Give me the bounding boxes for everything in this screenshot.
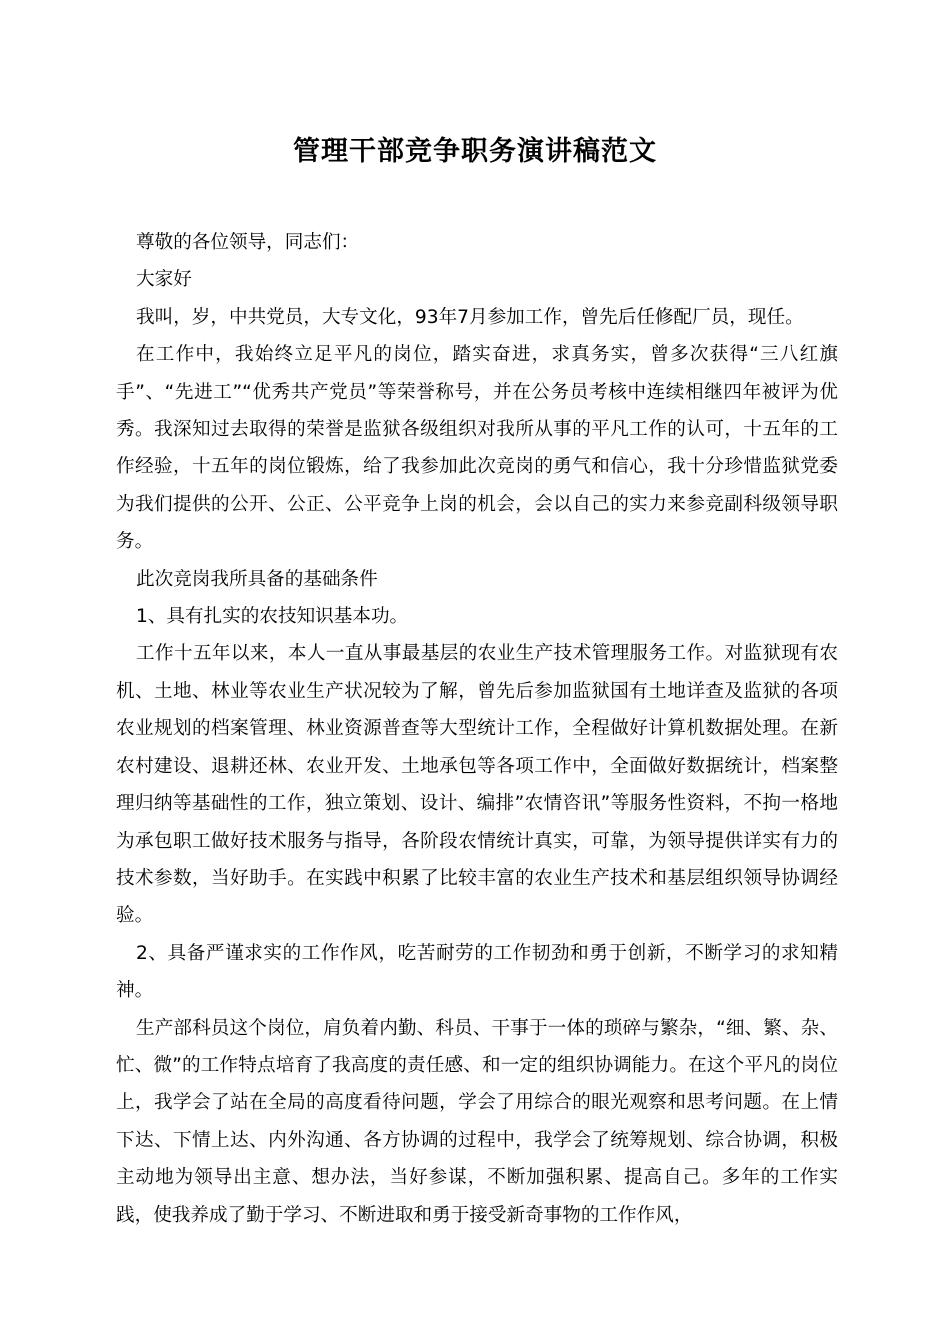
document-title: 管理干部竞争职务演讲稿范文: [293, 136, 657, 167]
point-1-paragraph: 工作十五年以来，本人一直从事最基层的农业生产技术管理服务工作。对监狱现有农机、土地、林业等农业生产状况较为了解，曾先后参加监狱国有土地详查及监狱的各项农业规划的档案管理、林业资源普查等大型统计工作，全程做好计算机数据处理。在新农村建设、退耕还林、农业开发、土地承包等各项工作中，全面做好数据统计，档案整理归纳等基础性的工作，独立策划、设计、编排”农情咨讯”等服务性资料，不拘一格地为承包职工做好技术服务与指导，各阶段农情统计真实，可靠，为领导提供详实有力的技术参数，当好助手。在实践中积累了比较丰富的农业生产技术和基层组织领导协调经验。: [116, 643, 838, 927]
achievements-paragraph: 在工作中，我始终立足平凡的岗位，踏实奋进，求真务实，曾多次获得“三八红旗手”、“先进工”“优秀共产党员”等荣誉称号，并在公务员考核中连续相继四年被评为优秀。我深知过去取得的荣誉是监狱各级组织对我所从事的平凡工作的认可，十五年的工作经验，十五年的岗位锻炼，给了我参加此次竞岗的勇气和信心，我十分珍惜监狱党委为我们提供的公开、公正、公平竞争上岗的机会，会以自己的实力来参竞副科级领导职务。: [116, 344, 838, 553]
section-heading-conditions: 此次竞岗我所具备的基础条件: [136, 568, 378, 590]
document-body: [116, 224, 838, 1234]
point-1-heading: 1、具有扎实的农技知识基本功。: [136, 606, 409, 628]
point-2-heading: 2、具备严谨求实的工作作风，吃苦耐劳的工作韧劲和勇于创新，不断学习的求知精神。: [116, 942, 838, 1002]
self-introduction-paragraph: 我叫，岁，中共党员，大专文化，93年7月参加工作，曾先后任修配厂员，现任。: [136, 306, 804, 328]
point-2-paragraph: 生产部科员这个岗位，肩负着内勤、科员、干事于一体的琐碎与繁杂，“细、繁、杂、忙、微”的工作特点培育了我高度的责任感、和一定的组织协调能力。在这个平凡的岗位上，我学会了站在全局的高度看待问题，学会了用综合的眼光观察和思考问题。在上情下达、下情上达、内外沟通、各方协调的过程中，我学会了统筹规划、综合协调，积极主动地为领导出主意、想办法，当好参谋，不断加强积累、提高自己。多年的工作实践，使我养成了勤于学习、不断进取和勇于接受新奇事物的工作作风，: [116, 1017, 838, 1226]
greeting: 大家好: [136, 269, 192, 291]
salutation: 尊敬的各位领导，同志们：: [136, 232, 360, 253]
